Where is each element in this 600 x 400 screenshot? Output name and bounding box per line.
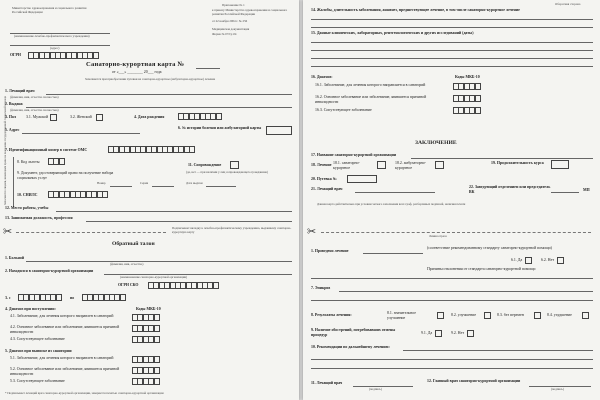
item-9-series-line[interactable]: [152, 186, 174, 187]
stub-4-3-label: 4.3. Сопутствующее заболевание: [10, 337, 65, 341]
result-1-caption: (соответствие рекомендованному стандарту санаторно-курортной помощи): [427, 246, 552, 250]
item-16-label: 16. Диагноз:: [311, 75, 333, 79]
item-15-label: 15. Данные клинических, лабораторных, рентгенологических и других исследований (даты): [311, 31, 474, 35]
result-8-3-label: 8.3. без перемен: [497, 313, 524, 317]
no-change-checkbox[interactable]: [534, 312, 541, 319]
male-checkbox[interactable]: [50, 114, 57, 121]
item-16-2-label: 16.2. Основное заболевание или заболевание, явившееся причиной инвалидности: [315, 95, 427, 104]
stub-3-from-cells[interactable]: [18, 294, 61, 301]
item-13-label: 13. Занимаемая должность, профессия: [5, 216, 73, 220]
item-18-label: 18. Лечение: [311, 163, 332, 167]
item-9-date-line[interactable]: [206, 186, 236, 187]
stub-5-2-label: 5.2. Основное заболевание или заболевание, явившееся причиной инвалидности: [10, 367, 120, 376]
back-side-label: Оборотная сторона: [555, 2, 581, 6]
item-18-2-label: 18.2. амбулаторно-курортное: [395, 161, 426, 170]
exacerbation-yes-checkbox[interactable]: [435, 330, 442, 337]
item-10-label: 10. СНИЛС: [17, 193, 38, 197]
stub-3-to-cells[interactable]: [82, 294, 125, 301]
item-9-series: Серия: [140, 181, 149, 185]
birth-date-cells[interactable]: [178, 113, 221, 120]
stub-3-label: 3. с: [5, 296, 11, 300]
ogrn-sko-cells[interactable]: [148, 282, 218, 289]
course-duration-box[interactable]: [551, 160, 569, 169]
item-22-line[interactable]: [551, 192, 579, 193]
item-5-line[interactable]: [22, 133, 140, 134]
address-caption: (адрес): [50, 46, 60, 50]
mp-label: МП: [583, 188, 590, 192]
item-17-label: 17. Название санаторно-курортной организации: [311, 153, 397, 157]
item-2-line[interactable]: [26, 107, 292, 108]
item-2-label: 2. Выдана: [5, 102, 23, 106]
reasons-line-1[interactable]: [311, 278, 593, 279]
result-11-label: 11. Лечащий врач: [311, 381, 343, 385]
cut-line: [16, 232, 166, 233]
item-15-line-3[interactable]: [311, 58, 593, 59]
stub-mkb-label-1: Коды МКБ-10: [136, 307, 161, 311]
voucher-number-box[interactable]: [347, 175, 377, 183]
stub-2-caption: (наименование санаторно-курортной организации): [120, 275, 188, 279]
significant-improvement-checkbox[interactable]: [437, 312, 444, 319]
history-number-box[interactable]: [266, 126, 292, 135]
item-9-label: 9. Документ, удостоверяющий право на получение набора социальных услуг: [17, 171, 114, 180]
item-9-number-line[interactable]: [110, 186, 132, 187]
stub-4-1-cells[interactable]: [132, 314, 159, 321]
result-12-label: 12. Главный врач санаторно-курортной организации: [427, 379, 521, 383]
improvement-checkbox[interactable]: [484, 312, 491, 319]
stub-4-2-cells[interactable]: [132, 325, 159, 332]
right-page-back: [303, 0, 600, 400]
stub-footer: * Подписывает лечащий врач санаторно-курортной организации, заверяется печатью санаторно-курортной организации: [5, 391, 164, 395]
item-3-1-label: 3.1. Мужской: [26, 115, 49, 119]
item-7-label: 7. Идентификационный номер в системе ОМС: [5, 148, 88, 152]
result-7-label: 7. Эпикриз: [311, 286, 331, 290]
item-22-label: 22. Заведующий отделением или председатель ВК: [469, 185, 551, 194]
standard-no-checkbox[interactable]: [557, 257, 564, 264]
result-10-line-1[interactable]: [403, 350, 593, 351]
item-19-label: 19. Продолжительность курса: [491, 161, 544, 165]
result-1-line[interactable]: [363, 253, 423, 254]
item-12-line[interactable]: [56, 211, 292, 212]
item-16-2-cells[interactable]: [453, 95, 480, 102]
item-21-line[interactable]: [355, 192, 435, 193]
card-number-line: [196, 68, 220, 69]
filled-note: Заполняется при приобретении путевки на санаторно-курортное (амбулаторно-курортное) лечение: [84, 77, 216, 81]
order-date: от 22 ноября 2004 г. № 256: [212, 19, 248, 23]
item-1-line[interactable]: [46, 94, 292, 95]
stub-1-caption: (фамилия, имя, отчество): [110, 262, 144, 266]
cut-line-right: [321, 232, 591, 233]
result-9-1-label: 9.1. Да: [421, 331, 433, 335]
item-20-label: 20. Путевка №: [311, 177, 337, 181]
appendix-label: Приложение № 1: [222, 3, 245, 7]
stub-5-1-label: 5.1. Заболевание, для лечения которого направлен в санаторий: [10, 356, 114, 360]
result-8-2-label: 8.2. улучшение: [451, 313, 477, 317]
stub-5-label: 5. Диагноз при выписке из санатория:: [5, 349, 73, 353]
item-15-line-4[interactable]: [311, 66, 593, 67]
form-number: Форма № 072/у-04: [212, 32, 237, 36]
item-1-label: 1. Лечащий врач: [5, 89, 35, 93]
item-13-line[interactable]: [86, 221, 292, 222]
benefit-code-cells[interactable]: [48, 158, 64, 165]
item-14-line-2[interactable]: [311, 27, 593, 28]
stub-3-to-label: по: [70, 296, 75, 300]
result-9-2-label: 9.2. Нет: [451, 331, 465, 335]
item-16-3-cells[interactable]: [453, 107, 480, 114]
conclusion-title: ЗАКЛЮЧЕНИЕ: [415, 140, 457, 146]
item-16-1-cells[interactable]: [453, 83, 480, 90]
exacerbation-no-checkbox[interactable]: [467, 330, 474, 337]
left-page-front: [0, 0, 299, 400]
card-date: от «___» ________ 20___ года: [112, 70, 162, 74]
result-10-line-3[interactable]: [311, 368, 593, 369]
item-9-number: Номер: [97, 181, 106, 185]
stub-2-label: 2. Находился в санаторно-курортной организации: [5, 269, 94, 273]
standard-yes-checkbox[interactable]: [525, 257, 532, 264]
item-14-label: 14. Жалобы, длительность заболевания, анамнез, предшествующее лечение, в том числе санаторно-курортное лечение: [311, 8, 520, 12]
mkb-label-right: Коды МКБ-10: [455, 75, 480, 79]
item-11-label: 11. Сопровождение: [188, 163, 222, 167]
item-12-label: 12. Место работы, учебы: [5, 206, 49, 210]
result-6-1-label: 6.1. Да: [511, 258, 523, 262]
item-6-label: 6. № истории болезни или амбулаторной карты: [178, 126, 262, 130]
result-11-line[interactable]: [353, 386, 413, 387]
result-10-label: 10. Рекомендации по дальнейшему лечению:: [311, 345, 390, 349]
address-line: [10, 45, 110, 46]
result-8-label: 8. Результаты лечения:: [311, 313, 352, 317]
item-5-label: 5. Адрес: [5, 128, 20, 132]
stub-5-3-label: 5.3. Сопутствующее заболевание: [10, 379, 65, 383]
item-15-line-1[interactable]: [311, 42, 593, 43]
item-1-caption: (фамилия, имя, отчество полностью): [10, 95, 59, 99]
ogrn-sko-label: ОГРН СКО: [118, 283, 139, 287]
item-17-line[interactable]: [411, 158, 593, 159]
result-9-label: 9. Наличие обострений, потребовавших отмены процедур: [311, 328, 396, 337]
stub-4-2-label: 4.2. Основное заболевание или заболевание, явившееся причиной инвалидности: [10, 325, 120, 334]
stub-4-1-label: 4.1. Заболевание, для лечения которого направлен в санаторий: [10, 314, 114, 318]
escort-checkbox[interactable]: [230, 161, 239, 169]
cut-line-caption: Линия отреза: [429, 234, 447, 238]
ogrn-cells[interactable]: [28, 52, 98, 59]
stub-5-2-cells[interactable]: [132, 367, 159, 374]
org-caption: (наименование лечебно-профилактического учреждения): [14, 34, 90, 38]
result-12-caption: (подпись): [551, 387, 564, 391]
med-doc-label: Медицинская документация: [212, 27, 250, 31]
stub-title: Обратный талон: [112, 241, 155, 247]
item-11-caption: (да, нет — при наличии у лиц сопровождающего гражданина): [186, 170, 268, 174]
result-10-line-2[interactable]: [311, 359, 593, 360]
item-4-label: 4. Дата рождения: [134, 115, 165, 119]
item-2-caption: (фамилия, имя, отчество полностью): [10, 108, 59, 112]
scissors-icon: ✂: [3, 225, 13, 238]
stub-4-3-cells[interactable]: [132, 336, 159, 343]
item-3-label: 3. Пол: [5, 115, 16, 119]
result-8-1-label: 8.1. значительное улучшение: [387, 311, 416, 320]
sanatorium-checkbox[interactable]: [377, 161, 386, 169]
result-6-2-label: 6.2. Нет: [541, 258, 555, 262]
side-bracket: [13, 157, 14, 207]
oms-number-cells[interactable]: [108, 146, 195, 153]
item-14-line-1[interactable]: [311, 19, 593, 20]
item-8-label: 8. Код льготы: [17, 160, 40, 164]
card-title: Санаторно-курортная карта №: [86, 61, 185, 68]
order-line: к приказу Министерства здравоохранения и социального развития Российской Федерации: [212, 8, 288, 16]
result-8-4-label: 8.4. ухудшение: [547, 313, 572, 317]
worsening-checkbox[interactable]: [582, 312, 589, 319]
scissors-icon-right: ✂: [307, 225, 317, 238]
validity-note: Данная карта действительна при условии четкого заполнения всех граф, разборчивых подписей, наличия печати: [317, 202, 466, 206]
stub-5-1-cells[interactable]: [132, 356, 159, 363]
item-18-1-label: 18.1. санаторно-курортное: [333, 161, 360, 170]
item-21-label: 21. Лечащий врач: [311, 187, 343, 191]
item-16-3-label: 16.3. Сопутствующее заболевание: [315, 108, 372, 112]
result-7-line-2[interactable]: [311, 300, 593, 301]
item-3-2-label: 3.2. Женский: [70, 115, 92, 119]
ogrn-label: ОГРН: [10, 53, 21, 57]
stub-1-line[interactable]: [26, 261, 292, 262]
ministry-header: Министерство здравоохранения и социального развития Российской Федерации: [12, 6, 87, 14]
result-7-line-1[interactable]: [339, 291, 593, 292]
result-11-caption: (подпись): [369, 387, 382, 391]
side-note: Заполняется лицами, имеющими право на получение государственной социальной помощи: [4, 95, 7, 205]
stub-5-3-cells[interactable]: [132, 378, 159, 385]
snils-cells[interactable]: [48, 191, 107, 198]
item-9-date: Дата выдачи: [186, 181, 203, 185]
item-15-line-2[interactable]: [311, 50, 593, 51]
item-16-1-label: 16.1. Заболевание, для лечения которого направляется в санаторий: [315, 83, 426, 87]
female-checkbox[interactable]: [96, 114, 103, 121]
stub-4-label: 4. Диагноз при поступлении:: [5, 307, 56, 311]
stub-1-label: 1. Больной: [5, 256, 25, 260]
stub-signature-caption: Подписывает вкладку к лечебно-профилактическому учреждению, выдавшему санаторно-курортную карту: [172, 226, 292, 234]
result-1-label: 1. Проведено лечение: [311, 249, 349, 253]
reasons-label: Причины отклонения от стандарта санаторно-курортной помощи: [427, 267, 536, 271]
ambulatory-checkbox[interactable]: [435, 161, 444, 169]
